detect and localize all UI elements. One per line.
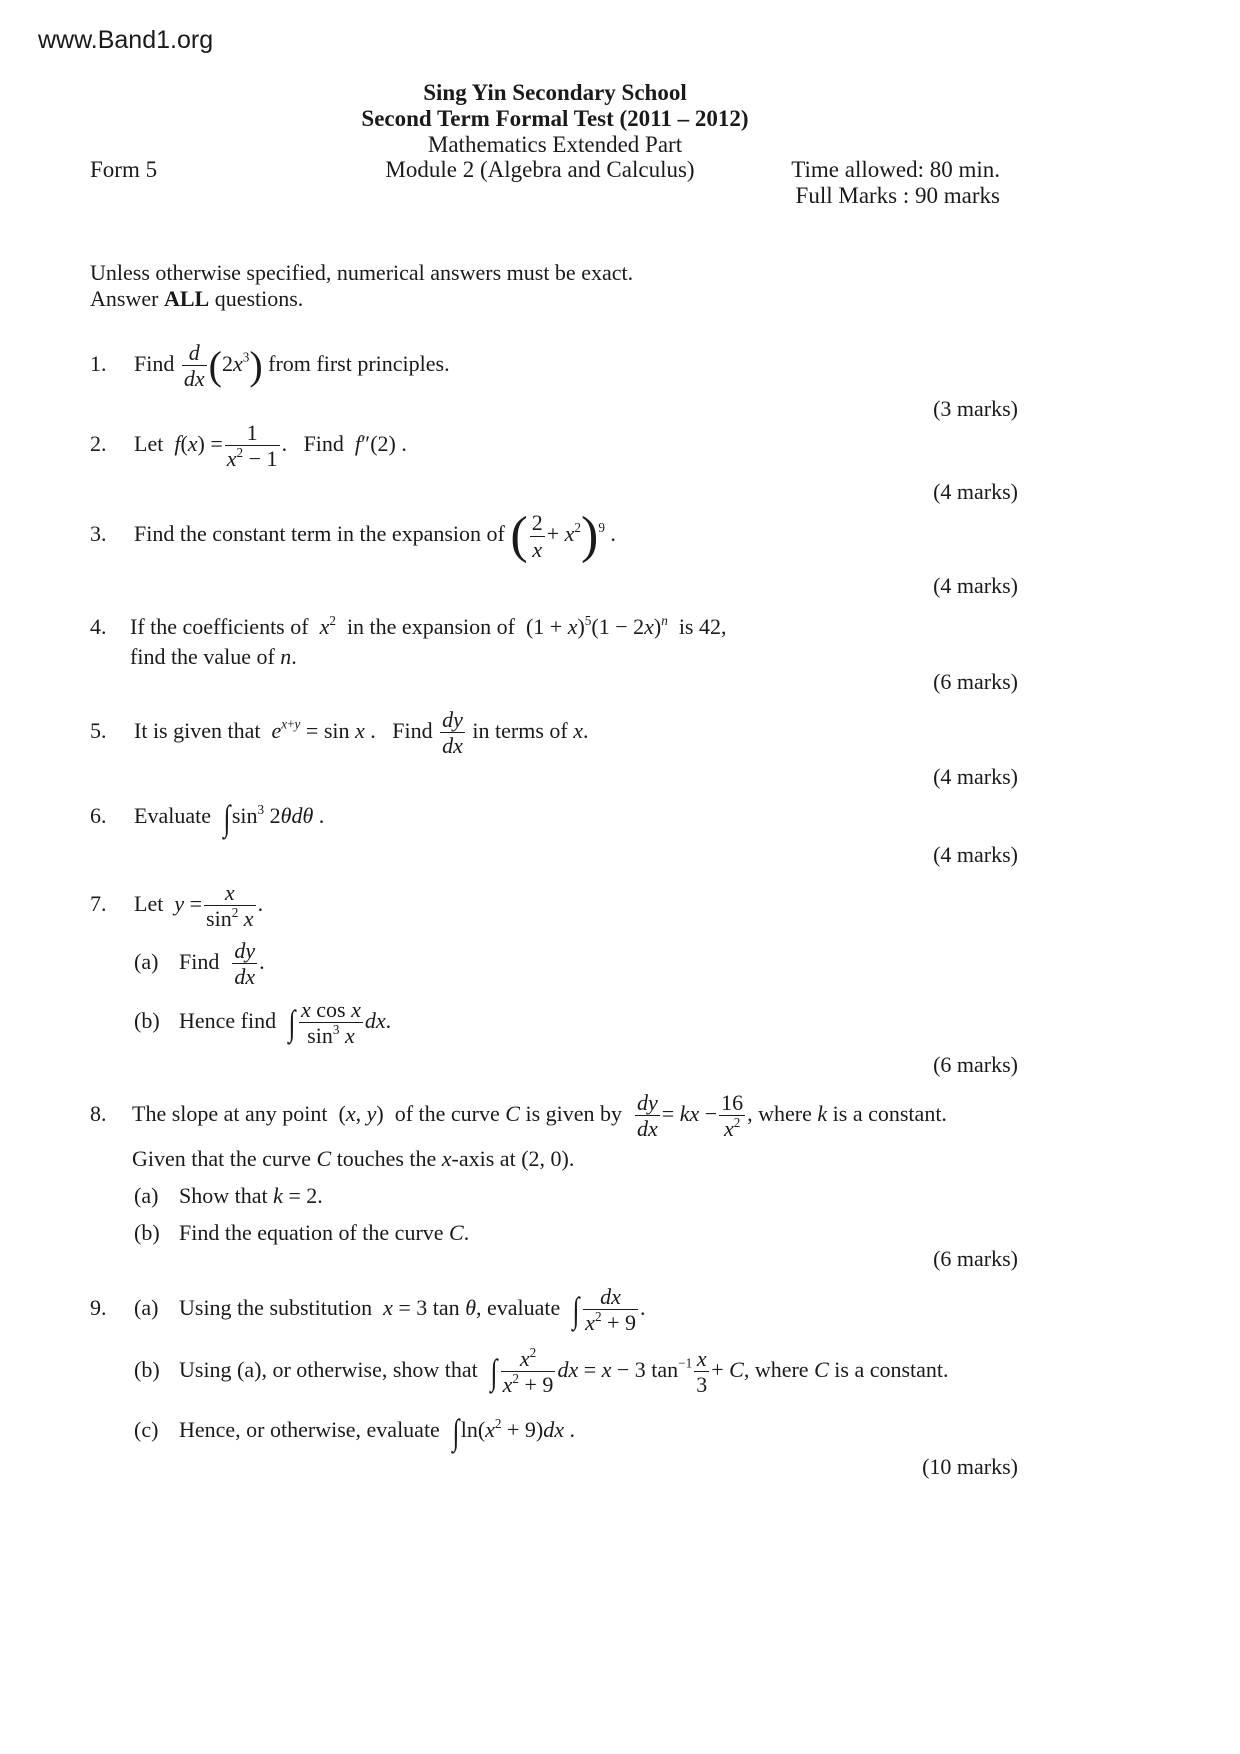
question-8-line2: Given that the curve C touches the x-axis at (2, 0).: [132, 1146, 575, 1171]
test-title: Second Term Formal Test (2011 – 2012): [361, 106, 749, 131]
instruction-answer-all: Answer ALL questions.: [90, 286, 304, 311]
school-name: Sing Yin Secondary School: [423, 80, 687, 105]
q5-marks: (4 marks): [933, 764, 1018, 789]
q6-marks: (4 marks): [933, 842, 1018, 867]
question-7a: (a) Find $\frac{dy}{dx}$ .: [134, 938, 265, 990]
question-4-line2: find the value of n.: [130, 644, 297, 669]
question-6: 6. Evaluate $\int\sin^3$ 2θdθ .: [90, 798, 325, 838]
time-allowed: Time allowed: 80 min.: [791, 157, 1000, 182]
question-9b: (b) Using (a), or otherwise, show that ∫ $\frac{x^2}{x^2 + 9}$ dx = x − 3 $\tan^{-1}$ $\frac{x}{3}$ + C, where C is a constant.: [134, 1344, 949, 1398]
q2-marks: (4 marks): [933, 479, 1018, 504]
q9-marks: (10 marks): [922, 1454, 1018, 1479]
question-7b: (b) Hence find ∫ $\frac{\text{x cos x}}{\sin^3 x}$ dx.: [134, 997, 392, 1049]
question-1: 1. Find $\frac{d}{dx}$ $(2x^3)$ from first principles.: [90, 340, 450, 392]
question-9a: 9. (a) Using the substitution x = 3 tan θ, evaluate ∫ $\frac{dx}{x^2 + 9}$ .: [90, 1284, 646, 1336]
question-7: 7. Let y = $\frac{x}{\sin^2 x}$ .: [90, 880, 264, 932]
question-5: 5. It is given that $e^{x+y} = \sin x$ . Find $\frac{dy}{dx}$ in terms of x.: [90, 707, 589, 759]
form-label: Form 5: [90, 157, 158, 182]
question-2: 2. Let f(x) = $\frac{1}{x^2 - 1}$ . Find f″(2) .: [90, 420, 407, 472]
question-9c: (c) Hence, or otherwise, evaluate $\int\ln(x^2 + 9)dx$ .: [134, 1412, 576, 1452]
subject-title: Mathematics Extended Part: [427, 132, 683, 157]
module-title: Module 2 (Algebra and Calculus): [385, 157, 695, 182]
q7-marks: (6 marks): [933, 1052, 1018, 1077]
question-8b: (b) Find the equation of the curve C.: [134, 1220, 470, 1245]
q4-marks: (6 marks): [933, 669, 1018, 694]
question-4: 4. If the coefficients of $x^2$ in the expansion of $(1 + x)^5(1 - 2x)^n$ is 42,: [90, 612, 727, 639]
question-8: 8. The slope at any point (x, y) of the curve C is given by $\frac{dy}{dx}$ = kx − $\frac{16}{x^2}$ , where k is a constant.: [90, 1090, 947, 1142]
q1-marks: (3 marks): [933, 396, 1018, 421]
site-url: www.Band1.org: [38, 26, 214, 54]
question-8a: (a) Show that k = 2.: [134, 1183, 323, 1208]
instruction-exact: Unless otherwise specified, numerical answers must be exact.: [90, 260, 634, 285]
q3-marks: (4 marks): [933, 573, 1018, 598]
full-marks: Full Marks : 90 marks: [795, 183, 1000, 208]
question-3: 3. Find the constant term in the expansion of ( $\frac{2}{x}$ + $x^2)^9$ .: [90, 507, 616, 564]
q8-marks: (6 marks): [933, 1246, 1018, 1271]
